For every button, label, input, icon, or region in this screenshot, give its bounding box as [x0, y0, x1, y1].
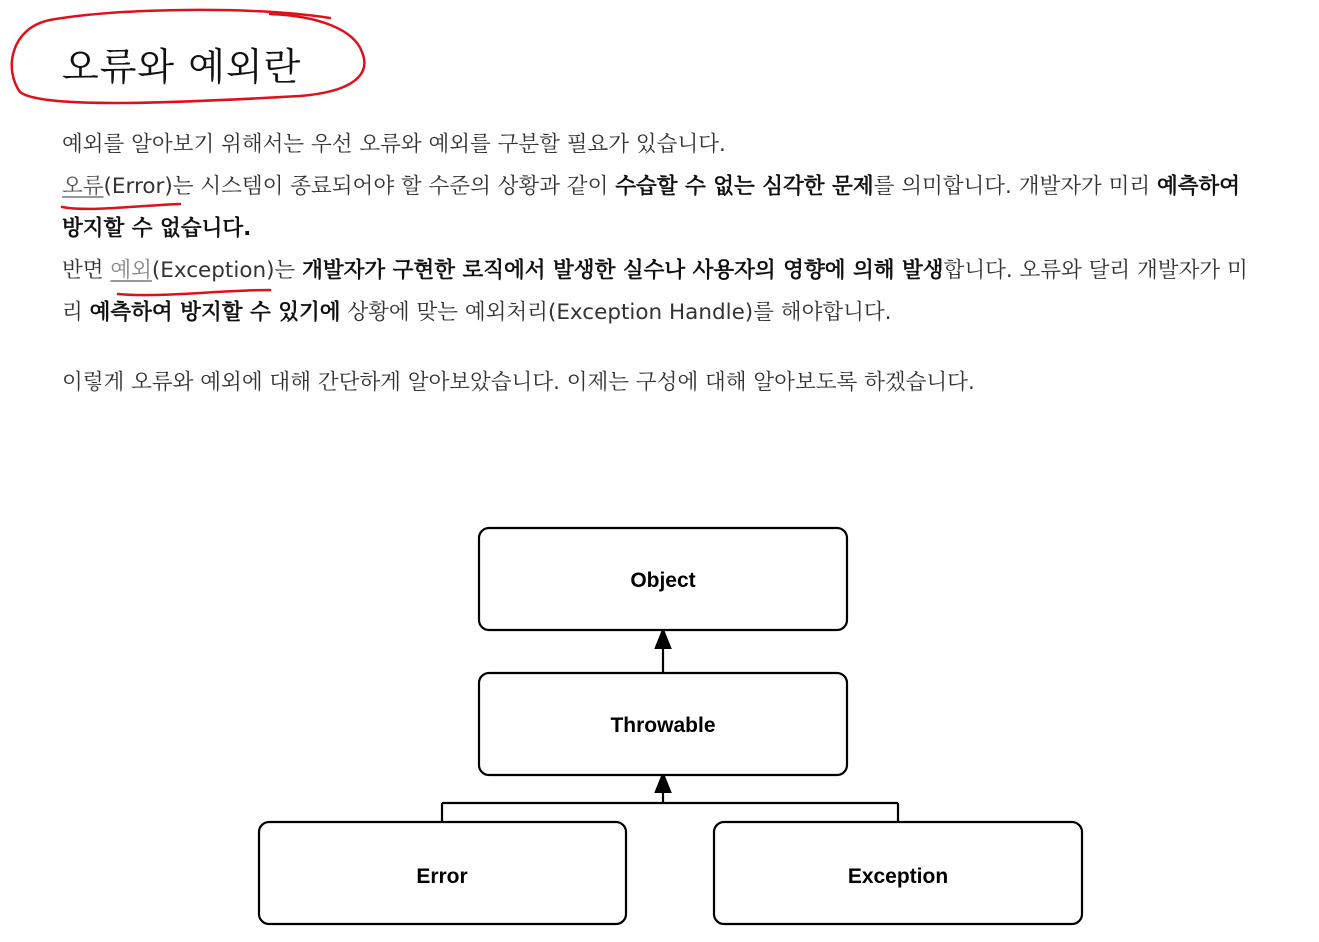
node-exception: [714, 822, 1082, 924]
exception-link[interactable]: 예외: [110, 258, 152, 283]
contrast-word: 반면: [62, 258, 111, 283]
node-object: [479, 528, 847, 630]
error-description: (Error)는 시스템이 종료되어야 할 수준의 상황과 같이: [103, 174, 616, 199]
node-throwable-label: Throwable: [610, 714, 716, 737]
error-link[interactable]: 오류: [62, 174, 104, 199]
exception-emphasis: 개발자가 구현한 로직에서 발생한 실수나 사용자의 영향에 의해 발생: [302, 258, 944, 283]
node-error-label: Error: [416, 865, 468, 888]
node-object-label: Object: [630, 569, 696, 592]
exception-description-tail: 합니다. 오류와 달리 개발자가 미리: [62, 258, 1248, 325]
node-throwable: [479, 673, 847, 775]
error-emphasis-2: 예측하여 방지할 수 없습니다.: [62, 174, 1241, 241]
node-error: [259, 822, 626, 924]
exception-description-end: 상황에 맞는 예외처리(Exception Handle)를 해야합니다.: [340, 300, 892, 325]
exception-emphasis-2: 예측하여 방지할 수 있기에: [89, 300, 341, 325]
page-title: 오류와 예외란: [62, 45, 302, 89]
error-emphasis: 수습할 수 없는 심각한 문제: [615, 174, 874, 199]
intro-line: 예외를 알아보기 위해서는 우선 오류와 예외를 구분할 필요가 있습니다.: [62, 132, 726, 157]
exception-description: (Exception)는: [151, 258, 303, 283]
error-description-tail: 를 의미합니다. 개발자가 미리: [873, 174, 1157, 199]
node-exception-label: Exception: [847, 865, 949, 888]
summary-paragraph: 이렇게 오류와 예외에 대해 간단하게 알아보았습니다. 이제는 구성에 대해 알아보도록 하겠습니다.: [62, 370, 975, 395]
